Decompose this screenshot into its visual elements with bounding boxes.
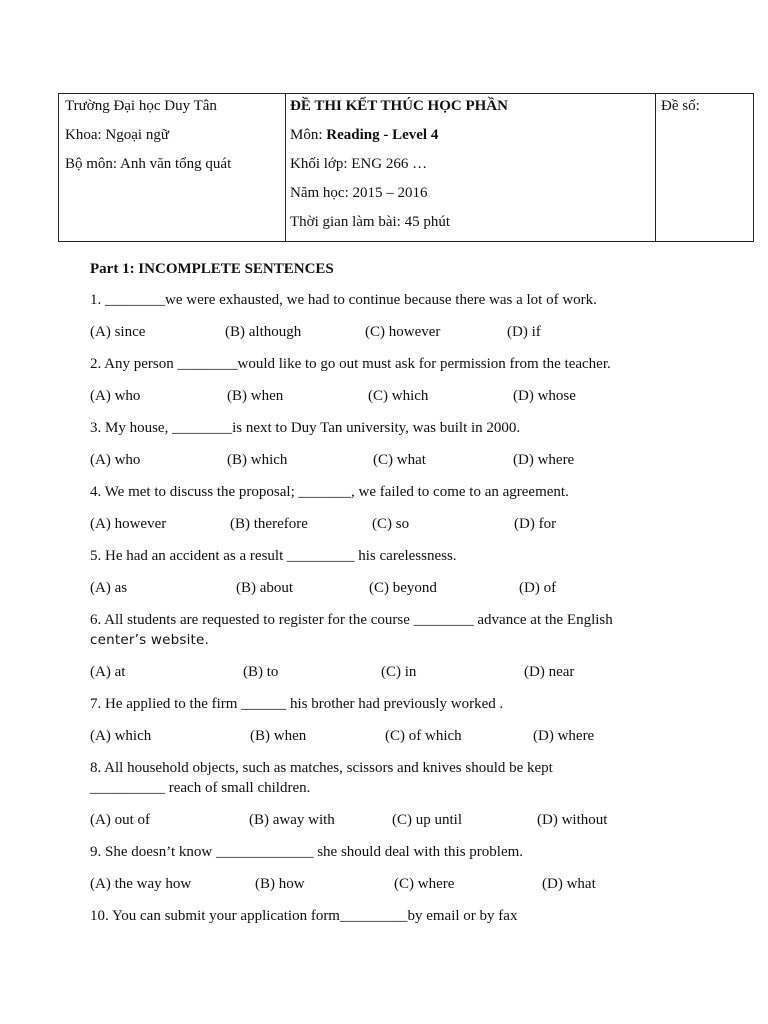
option-b: (B) although (225, 324, 302, 340)
option-b: (B) about (236, 580, 294, 596)
exam-title: ĐỀ THI KẾT THÚC HỌC PHẦN (290, 98, 508, 114)
exam-header-table (58, 93, 754, 242)
options-row-3 (90, 450, 678, 482)
question-6 (90, 610, 678, 662)
exam-info-cell (286, 94, 656, 242)
option-d: (D) if (507, 324, 541, 340)
question-3: 3. My house, ________is next to Duy Tan university, was built in 2000. (90, 420, 521, 436)
options-row-5 (90, 578, 678, 610)
question-5: 5. He had an accident as a result _________ his carelessness. (90, 548, 457, 564)
question-8 (90, 758, 678, 810)
exam-number-label: Đề số: (661, 98, 700, 114)
option-c: (C) up until (392, 812, 462, 828)
options-row-9 (90, 874, 678, 906)
time-line: Thời gian làm bài: 45 phút (290, 214, 450, 230)
question-6-continuation: center’s website. (90, 632, 210, 648)
option-b: (B) when (227, 388, 284, 404)
options-row-8 (90, 810, 678, 842)
option-d: (D) whose (513, 388, 576, 404)
faculty-name: Khoa: Ngoại ngữ (65, 127, 169, 143)
question-6-text: 6. All students are requested to register for the course ________ advance at the English (90, 612, 613, 628)
option-a: (A) since (90, 324, 146, 340)
option-a: (A) the way how (90, 876, 192, 892)
option-c: (C) which (368, 388, 429, 404)
year-line: Năm học: 2015 – 2016 (290, 185, 428, 201)
question-10: 10. You can submit your application form_________by email or by fax (90, 908, 518, 924)
option-c: (C) where (394, 876, 455, 892)
option-c: (C) in (381, 664, 417, 680)
options-row-2 (90, 386, 678, 418)
class-line: Khối lớp: ENG 266 … (290, 156, 428, 172)
option-d: (D) where (533, 728, 595, 744)
option-b: (B) to (243, 664, 279, 680)
option-b: (B) how (255, 876, 305, 892)
option-d: (D) what (542, 876, 596, 892)
school-info-cell (59, 94, 286, 242)
option-b: (B) therefore (230, 516, 308, 532)
option-a: (A) at (90, 664, 126, 680)
question-9: 9. She doesn’t know _____________ she should deal with this problem. (90, 844, 524, 860)
options-row-7 (90, 726, 678, 758)
options-row-4 (90, 514, 678, 546)
question-4: 4. We met to discuss the proposal; _______, we failed to come to an agreement. (90, 484, 569, 500)
option-d: (D) where (513, 452, 575, 468)
option-d: (D) for (514, 516, 557, 532)
options-row-6 (90, 662, 678, 694)
options-row-1 (90, 322, 678, 354)
option-a: (A) who (90, 452, 141, 468)
option-d: (D) without (537, 812, 608, 828)
option-a: (A) who (90, 388, 141, 404)
option-b: (B) which (227, 452, 288, 468)
option-c: (C) beyond (369, 580, 437, 596)
option-c: (C) so (372, 516, 410, 532)
question-1: 1. ________we were exhausted, we had to continue because there was a lot of work. (90, 292, 597, 308)
option-a: (A) however (90, 516, 167, 532)
question-8-continuation: __________ reach of small children. (90, 780, 311, 796)
option-a: (A) out of (90, 812, 150, 828)
question-7: 7. He applied to the firm ______ his brother had previously worked . (90, 696, 504, 712)
option-c: (C) of which (385, 728, 462, 744)
option-a: (A) which (90, 728, 152, 744)
part-title: Part 1: INCOMPLETE SENTENCES (90, 261, 334, 277)
question-2: 2. Any person ________would like to go out must ask for permission from the teacher. (90, 356, 611, 372)
option-d: (D) near (524, 664, 575, 680)
option-c: (C) however (365, 324, 441, 340)
option-d: (D) of (519, 580, 557, 596)
exam-number-cell (656, 94, 754, 242)
option-a: (A) as (90, 580, 128, 596)
exam-body (90, 258, 678, 938)
option-b: (B) away with (249, 812, 335, 828)
subject-line (286, 125, 655, 154)
option-c: (C) what (373, 452, 426, 468)
question-8-text: 8. All household objects, such as matches, scissors and knives should be kept (90, 760, 553, 776)
subject-label: Môn: (290, 127, 327, 143)
school-name: Trường Đại học Duy Tân (65, 98, 217, 114)
subject-value: Reading - Level 4 (326, 127, 439, 143)
department-name: Bộ môn: Anh văn tổng quát (65, 156, 232, 172)
option-b: (B) when (250, 728, 307, 744)
